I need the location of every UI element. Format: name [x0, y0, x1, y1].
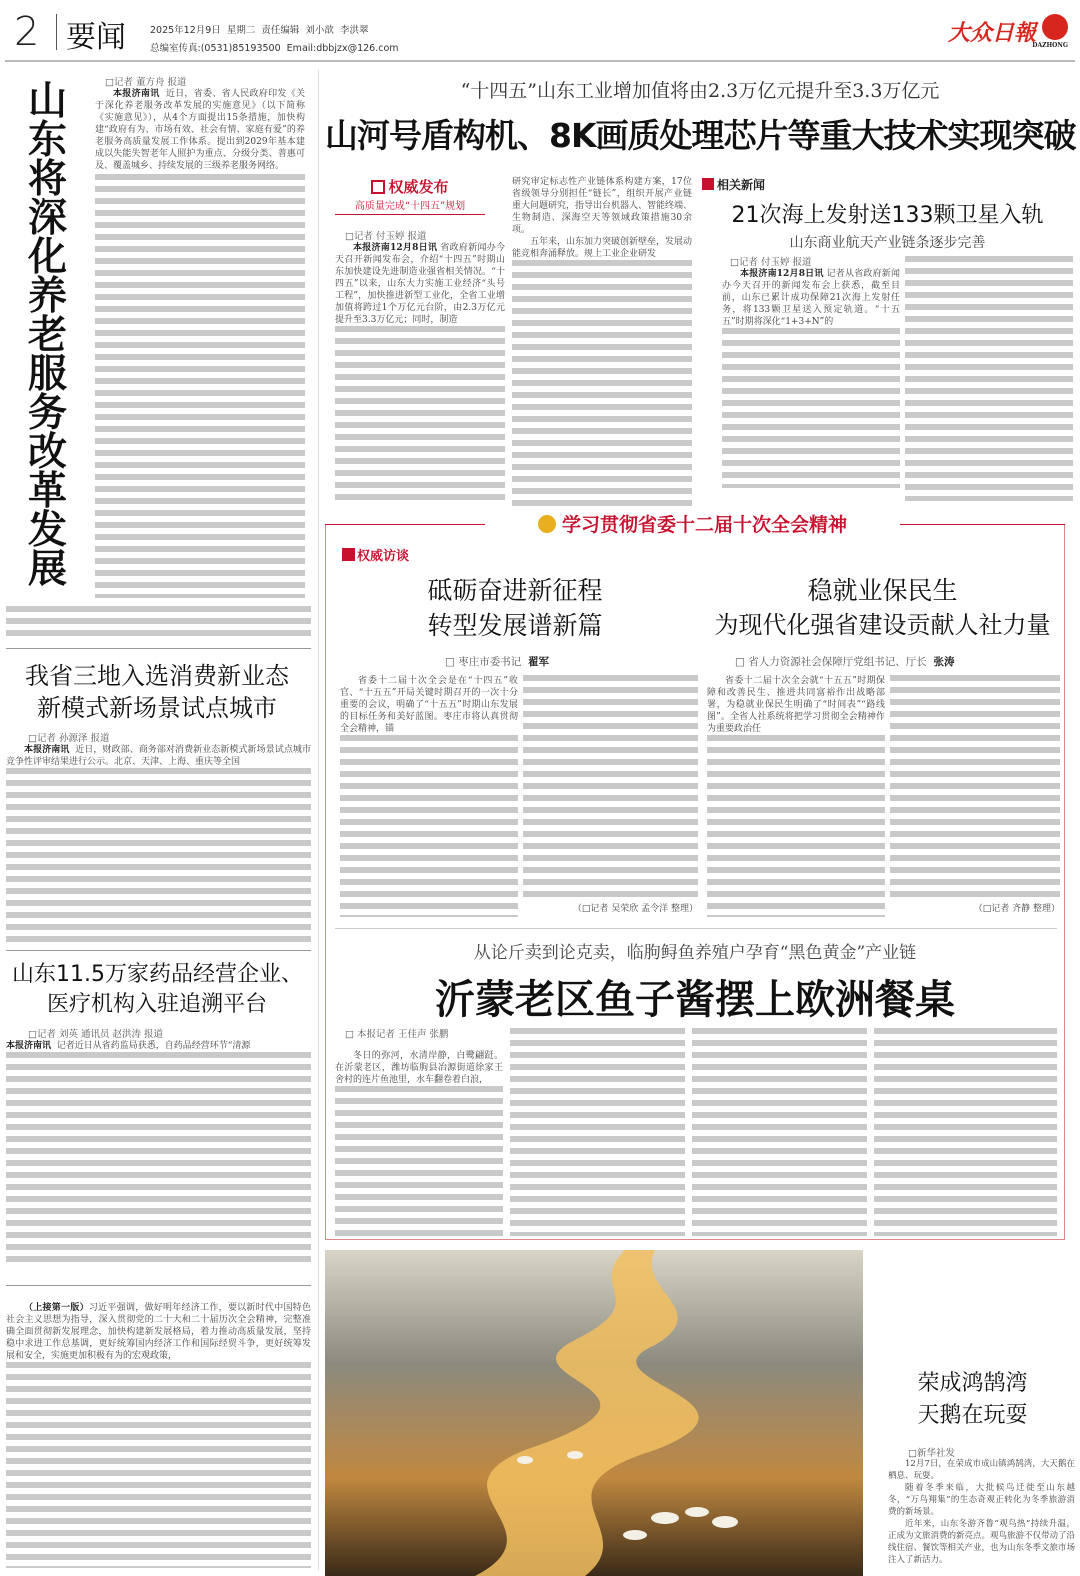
- elderly-article-tail: [6, 606, 311, 642]
- caption-paragraph: 12月7日，在荣成市成山镇鸿鹄湾，大天鹅在栖息、玩耍。: [888, 1459, 1075, 1481]
- industry-article-col2: [512, 176, 692, 502]
- interview-right-byline: [735, 654, 954, 669]
- pharma-headline: [12, 960, 302, 1020]
- document-icon: [371, 180, 385, 194]
- column-divider: [318, 70, 319, 1570]
- caption-paragraph: 近年来，山东冬游齐鲁“观鸟热”持续升温，正成为文旅消费的新亮点。观鸟旅游不仅带动了沿线住宿、餐饮等相关产业，也为山东冬季文旅市场注入了新活力。: [888, 1519, 1075, 1565]
- byline: □记者 孙源泽 报道: [28, 733, 110, 744]
- byline: □记者 付玉婷 报道: [345, 231, 427, 242]
- lead-text: 记者近日从省药监局获悉，自药品经营环节“清源: [56, 1041, 251, 1051]
- continued-marker: （上接第一版）: [24, 1303, 89, 1313]
- tag-label: 相关新闻: [717, 178, 766, 192]
- article-body: [95, 174, 305, 598]
- byline: □ 本报记者 王佳声 张鹏: [345, 1029, 449, 1040]
- news-icon: [702, 178, 714, 190]
- logo-text: 大众日報: [948, 20, 1037, 46]
- dateline: 本报济南12月8日讯: [740, 269, 824, 279]
- swan-byline: □新华社发: [908, 1448, 955, 1459]
- interview-left-article: [340, 675, 518, 917]
- dateline: 本报济南讯: [113, 89, 160, 99]
- satellite-article-col2: [905, 256, 1073, 501]
- caviar-article-col1: [335, 1026, 503, 1236]
- banner-text: 学习贯彻省委十二届十次全会精神: [561, 514, 847, 536]
- headline-line: 天鹅在玩耍: [917, 1403, 1028, 1428]
- lead-text: 省政府新闻办今天召开新闻发布会，介绍“十四五”时期山东加快建设先进制造业强省相关情况。“十四五”以来，山东大力实施工业经济“头号工程”，加快推进新型工业化，全省工业增加值将跨过1个万亿元台阶，由2.3万亿元提升至3.3万亿元；同时，制造: [335, 243, 505, 325]
- lead-text: 近日，财政部、商务部对消费新业态新模式新场景试点城市竞争性评审结果进行公示。北京、天津、上海、重庆等全国: [6, 745, 311, 767]
- satellite-headline: 21次海上发射送133颗卫星入轨: [731, 203, 1044, 228]
- plenum-banner: [485, 510, 900, 537]
- elderly-article: [95, 74, 305, 604]
- article-text: 研究审定标志性产业链体系构建方案，17位省级领导分别担任“链长”，组织开展产业链重大问题研究，指导出台机器人、智能终端、生物制造、深海空天等领域政策措施30余项。: [512, 177, 692, 235]
- article-lead: [6, 1302, 311, 1362]
- article-lead: 省委十二届十次全会是在“十四五”收官、“十五五”开局关键时期召开的一次十分重要的会议，明确了“十五五”时期山东发展的目标任务和美好蓝图。枣庄市将认真贯彻全会精神，锚: [340, 676, 518, 734]
- article-lead: 冬日的弥河，水清岸静，白鹭翩跹。在沂蒙老区，潍坊临朐县冶源街道徐家王舍村的连片鱼池里，水车翻卷着白浪，: [335, 1051, 503, 1085]
- pharma-article: [6, 1026, 311, 1276]
- article-body: [722, 328, 900, 488]
- party-emblem-icon: [538, 515, 556, 533]
- interview-left-headline: [335, 573, 695, 643]
- interview-icon: [342, 548, 355, 561]
- article-body: [6, 1052, 311, 1268]
- headline-line: 我省三地入选消费新业态: [25, 662, 289, 690]
- article-text: 五年来，山东加力突破创新壁垒，发展动能竞相奔涌释放。规上工业企业研发: [512, 237, 692, 259]
- article-lead: 省委十二届十次全会就“十五五”时期保障和改善民生、推进共同富裕作出战略部署，为稳就业保民生明确了“时间表”“路线图”。全省人社系统将把学习贯彻全会精神作为重要政治任: [707, 676, 885, 734]
- byline: □记者 刘英 通讯员 赵洪涛 报道: [28, 1029, 164, 1040]
- page-number: 2: [14, 9, 40, 55]
- newspaper-logo: [948, 12, 1068, 52]
- headline-line: 医疗机构入驻追溯平台: [46, 992, 267, 1017]
- satellite-article-col1: [722, 254, 900, 502]
- consumption-headline: [12, 660, 302, 724]
- tag-label: 权威发布: [388, 178, 449, 196]
- interview-right-col2: [890, 675, 1060, 917]
- article-body: [6, 1362, 311, 1568]
- article-credit: （□记者 吴荣欣 孟令洋 整理）: [572, 904, 698, 914]
- headline-line: 砥砺奋进新征程: [427, 576, 603, 605]
- satellite-subtitle: 山东商业航天产业链条逐步完善: [789, 235, 986, 251]
- headline-line: 新模式新场景试点城市: [37, 694, 277, 722]
- article-lead: [6, 1040, 311, 1052]
- article-credit: （□记者 齐静 整理）: [973, 904, 1060, 914]
- section-title: 要闻: [66, 20, 126, 55]
- headline-line: 荣成鸿鹄湾: [917, 1371, 1028, 1396]
- headline-line: 稳就业保民生: [807, 576, 958, 605]
- lead-text: 记者从省政府新闻办今天召开的新闻发布会上获悉，截至目前，山东已累计成功保障21次海上发射任务，将133颗卫星送入预定轨道。“十五五”时期将深化“1+3+N”的: [722, 269, 900, 327]
- dateline: 本报济南12月8日讯: [353, 243, 438, 253]
- byline: □记者 付玉婷 报道: [730, 257, 812, 268]
- headline-line: 山东11.5万家药品经营企业、: [12, 962, 303, 987]
- headline-line: 转型发展谱新篇: [427, 611, 603, 640]
- article-body: [340, 735, 518, 917]
- swan-photo: [325, 1250, 863, 1576]
- article-body: [335, 1086, 503, 1236]
- article-body: [512, 260, 692, 508]
- byline-role: □ 枣庄市委书记: [445, 656, 522, 668]
- industry-kicker: “十四五”山东工业增加值将由2.3万亿元提升至3.3万亿元: [460, 80, 940, 102]
- article-body: [6, 768, 311, 944]
- byline-name: 翟军: [527, 656, 549, 668]
- caviar-headline: 沂蒙老区鱼子酱摆上欧洲餐桌: [435, 977, 955, 1023]
- byline-role: □ 省人力资源社会保障厅党组书记、厅长: [735, 656, 927, 668]
- related-news-tag: [702, 176, 765, 193]
- byline: □记者 董方舟 报道: [105, 77, 187, 88]
- caviar-article-col4: [874, 1028, 1057, 1236]
- continued-article: [6, 1302, 311, 1572]
- consumption-article: [6, 730, 311, 945]
- industry-headline: 山河号盾构机、8K画质处理芯片等重大技术实现突破: [325, 116, 1076, 155]
- dateline: 本报济南讯: [6, 1041, 52, 1051]
- article-body: [707, 735, 885, 917]
- article-lead: [95, 88, 305, 172]
- logo-emblem-icon: [1042, 14, 1068, 40]
- interview-left-byline: [445, 654, 549, 669]
- caption-paragraph: 随着冬季来临，大批候鸟迁徙至山东越冬，“万鸟翔集”的生态奇观正转化为冬季旅游消费的新场景。: [888, 1483, 1075, 1517]
- industry-article-col1: [335, 228, 505, 503]
- lead-text: 习近平强调，做好明年经济工作，要以新时代中国特色社会主义思想为指导，深入贯彻党的二十大和二十届历次全会精神，完整准确全面贯彻新发展理念，加快构建新发展格局，着力推动高质量发展，坚持稳中求进工作总基调，更好统筹国内经济工作和国际经贸斗争，更好统筹发展和安全，实施更加积极有为的宏观政策，: [6, 1303, 311, 1361]
- interview-right-headline: [700, 573, 1065, 643]
- tag-label: 权威访谈: [357, 549, 410, 564]
- logo-sub: DAZHONG: [1032, 42, 1068, 49]
- byline-name: 张涛: [933, 656, 955, 668]
- contact-line: 总编室传真:(0531)85193500 Email:dbbjzx@126.com: [150, 43, 399, 54]
- date-line: 2025年12月9日 星期二 责任编辑 刘小歆 李洪翠: [150, 25, 369, 36]
- authoritative-release-tag: [335, 176, 485, 215]
- elderly-headline: 山东将深化养老服务改革发展: [28, 79, 68, 592]
- swan-headline: [870, 1368, 1075, 1432]
- article-lead: [722, 268, 900, 328]
- interview-tag: [342, 545, 409, 564]
- interview-right-article: [707, 675, 885, 917]
- caviar-kicker: 从论斤卖到论克卖，临朐鲟鱼养殖户孕育“黑色黄金”产业链: [473, 943, 917, 963]
- article-lead: [6, 744, 311, 768]
- lead-text: 近日，省委、省人民政府印发《关于深化养老服务改革发展的实施意见》（以下简称《实施意见》），从4个方面提出15条措施，加快构建“政府有为、市场有效、社会有情、家庭有爱”的养老服务高质量发展工作体系。提出到2029年基本建成以失能失智老年人照护为重点、分级分类、普惠可及、覆盖城乡、持续发展的三级养老服务网络。: [95, 89, 305, 171]
- interview-left-col2: [523, 675, 698, 917]
- caviar-article-col2: [510, 1028, 685, 1236]
- headline-line: 为现代化强省建设贡献人社力量: [714, 611, 1051, 639]
- caviar-article-col3: [692, 1028, 867, 1236]
- header-rule: [5, 60, 1075, 62]
- article-body: [335, 326, 505, 502]
- tag-subtitle: 高质量完成“十四五”规划: [335, 197, 485, 215]
- header-divider: [56, 14, 57, 50]
- dateline: 本报济南讯: [24, 745, 70, 755]
- article-body: [890, 675, 1060, 903]
- swan-caption: [888, 1458, 1075, 1566]
- article-lead: [335, 242, 505, 326]
- article-body: [523, 675, 698, 903]
